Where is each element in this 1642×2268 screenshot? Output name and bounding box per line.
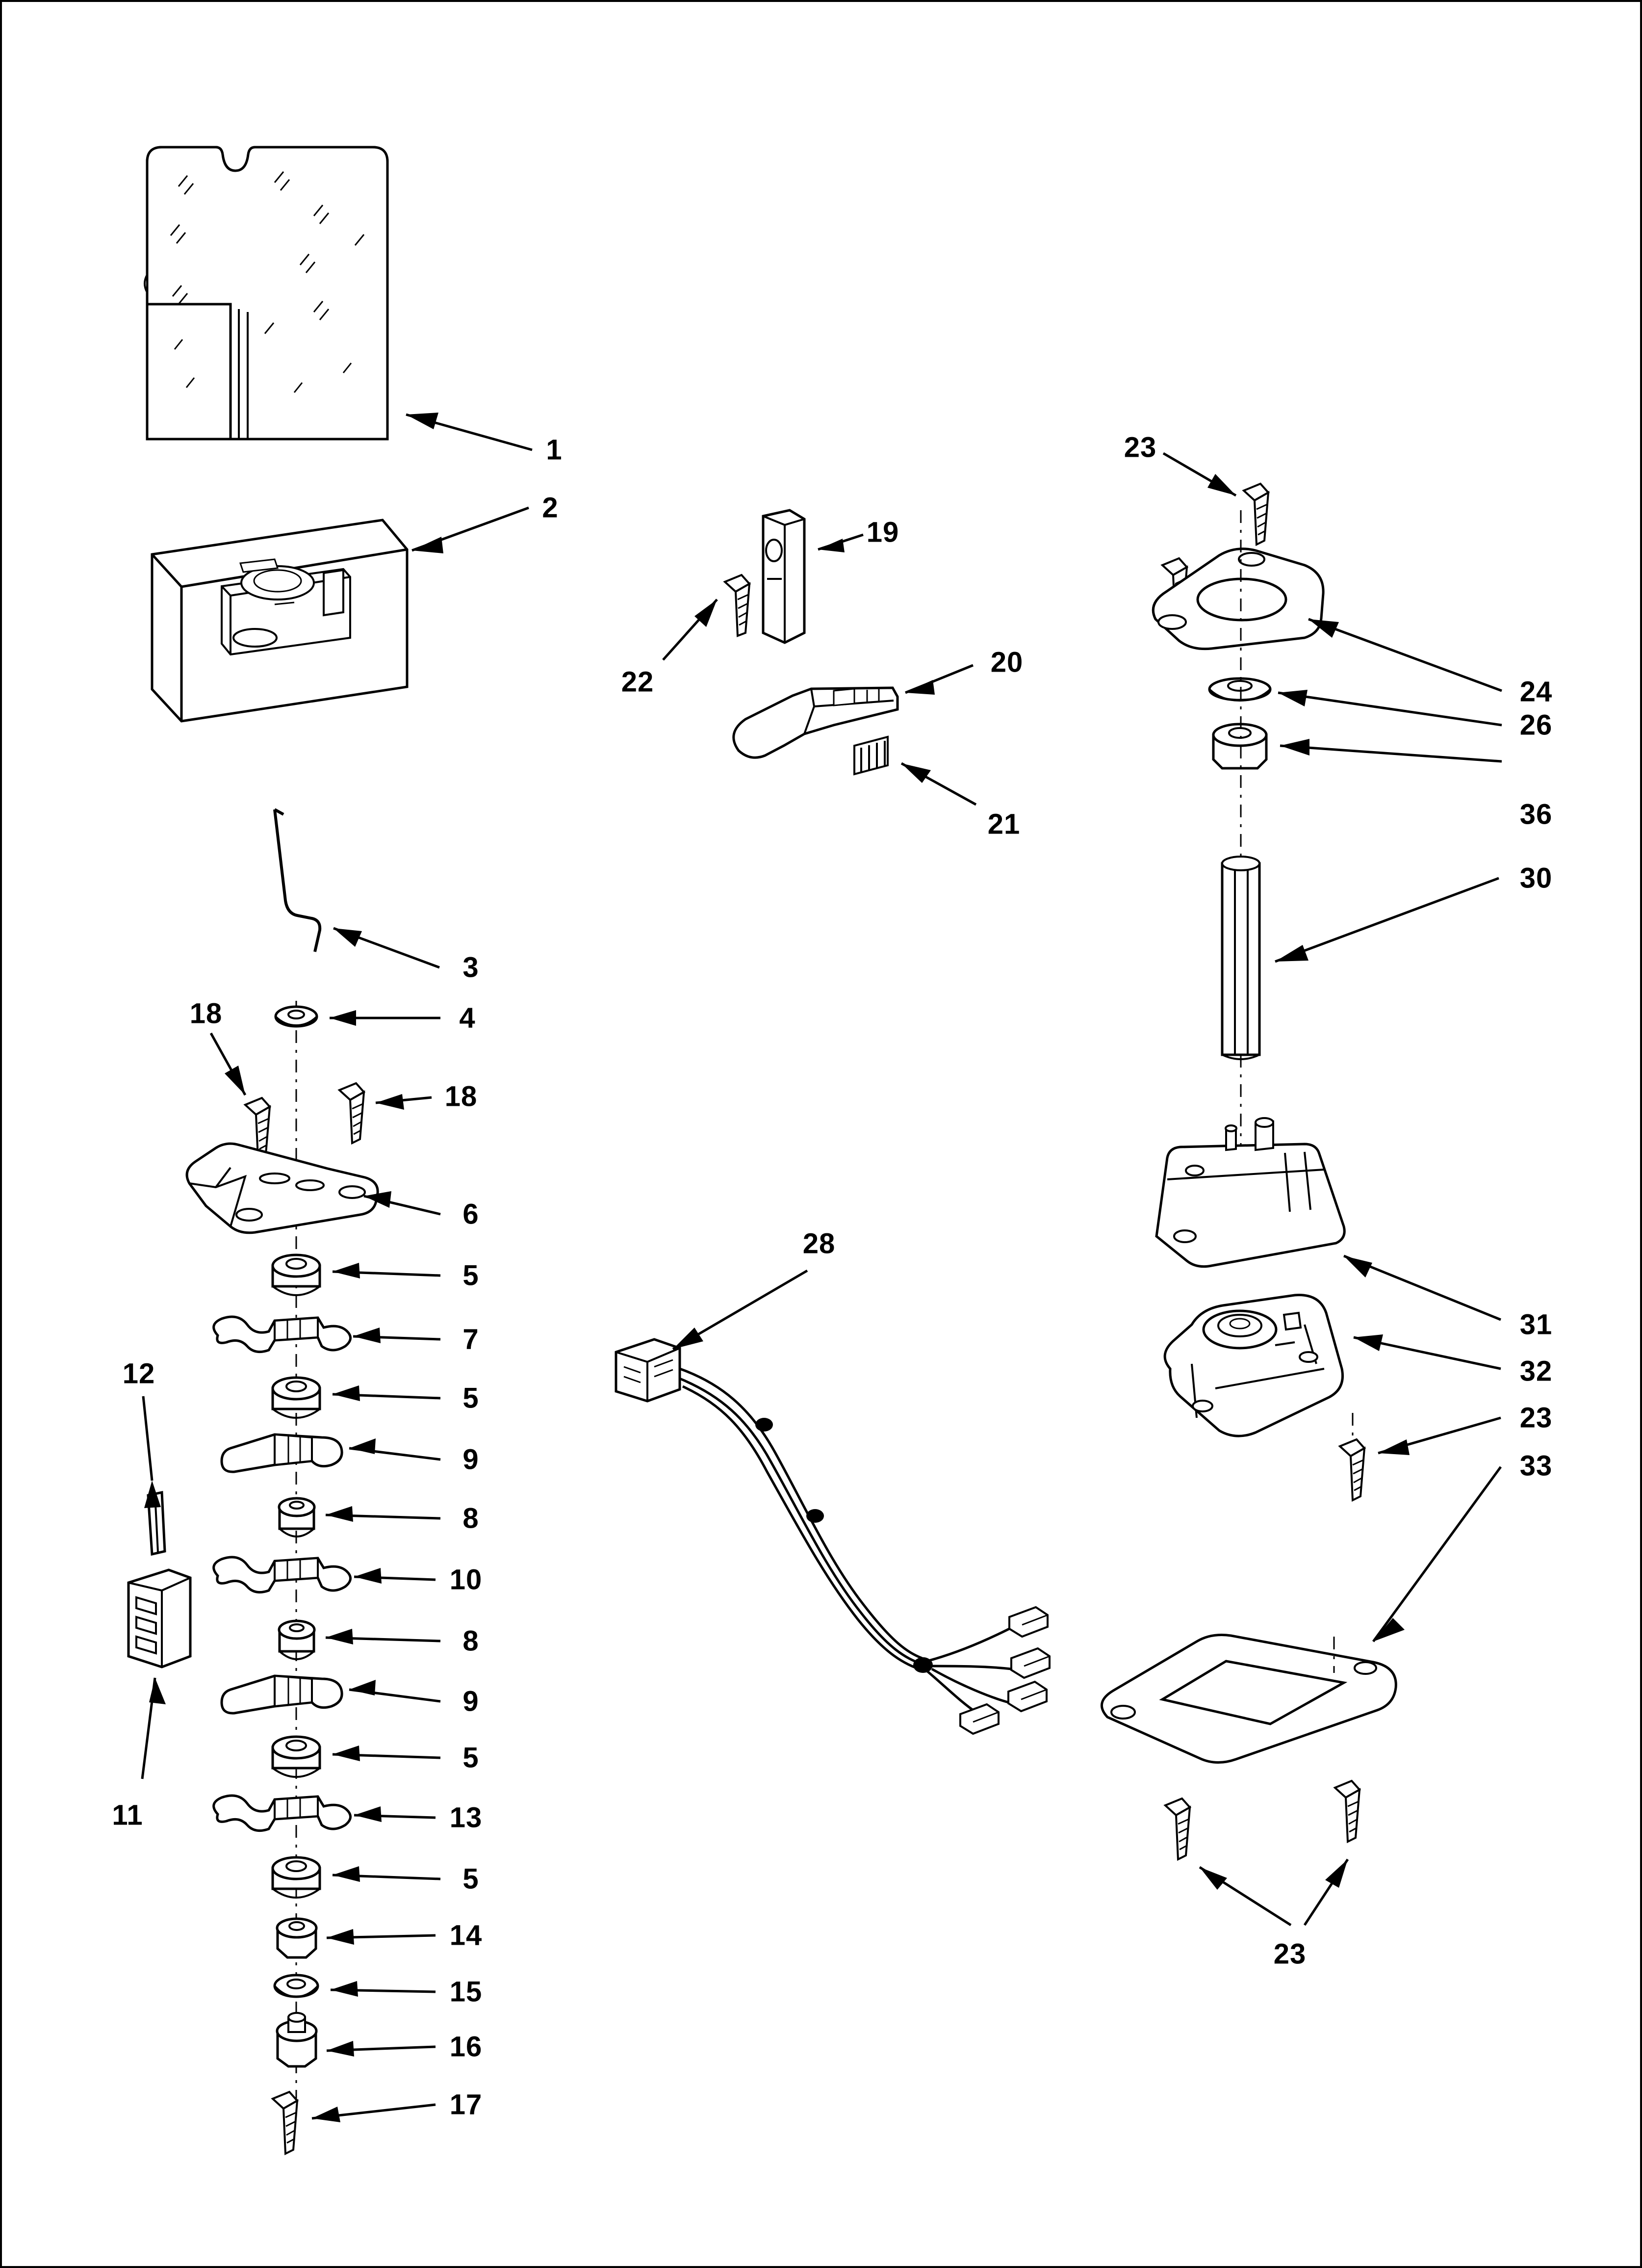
callout-12: 12 — [122, 1357, 155, 1390]
screw-small — [663, 575, 749, 660]
switch-11 — [128, 1570, 190, 1779]
callout-24: 24 — [1519, 676, 1553, 708]
washer-small — [276, 1007, 440, 1026]
bushing — [1213, 724, 1502, 768]
callout-1: 1 — [546, 434, 563, 466]
spring — [854, 737, 976, 805]
callout-23-top: 23 — [1124, 431, 1157, 464]
screw-motor — [1340, 1413, 1501, 1500]
blade-9 — [222, 1434, 440, 1472]
bearing-5 — [273, 1857, 440, 1898]
callout-5-a: 5 — [462, 1259, 479, 1292]
drive-shaft — [1222, 857, 1499, 1059]
washer — [1209, 678, 1502, 725]
blade-9 — [222, 1676, 440, 1713]
callout-23-bottom: 23 — [1273, 1938, 1307, 1970]
callout-5-b: 5 — [462, 1382, 479, 1414]
callout-28: 28 — [802, 1227, 836, 1260]
screw-left — [211, 1033, 270, 1158]
callout-32: 32 — [1519, 1355, 1553, 1387]
nut-14 — [277, 1919, 436, 1957]
callout-2: 2 — [542, 492, 559, 524]
callout-6: 6 — [462, 1198, 479, 1230]
callout-13: 13 — [449, 1801, 483, 1834]
callout-19: 19 — [866, 516, 899, 548]
callout-20: 20 — [990, 646, 1024, 678]
callout-9-b: 9 — [462, 1685, 479, 1718]
wire-rod — [275, 809, 439, 967]
callout-18-left: 18 — [189, 997, 223, 1030]
gasket-plate — [1102, 1467, 1501, 1763]
lever-arm — [734, 665, 973, 757]
bearing-5 — [273, 1255, 440, 1295]
callout-16: 16 — [449, 2031, 483, 2063]
wire-harness — [616, 1271, 1050, 1734]
callout-5-c: 5 — [462, 1742, 479, 1774]
screw-17 — [273, 2092, 436, 2154]
callout-23-motor: 23 — [1519, 1402, 1553, 1434]
callout-4: 4 — [459, 1002, 476, 1034]
callout-22: 22 — [621, 666, 654, 698]
callout-5-d: 5 — [462, 1863, 479, 1895]
screws-bottom — [1165, 1781, 1360, 1925]
auger-blade-10 — [214, 1557, 436, 1592]
callout-9-a: 9 — [462, 1443, 479, 1476]
pin-12 — [143, 1396, 165, 1554]
motor-cover — [1156, 1118, 1501, 1320]
bearing-5 — [273, 1737, 440, 1777]
callout-30: 30 — [1519, 862, 1553, 894]
bearing-5 — [273, 1378, 440, 1418]
ice-container-base-housing — [152, 508, 529, 721]
callout-26: 26 — [1519, 709, 1553, 741]
callout-21: 21 — [987, 808, 1021, 840]
auger-blade-7 — [214, 1317, 440, 1352]
callout-15: 15 — [449, 1976, 483, 2008]
callout-8-a: 8 — [462, 1502, 479, 1535]
spacer-8 — [279, 1621, 440, 1659]
callout-8-b: 8 — [462, 1625, 479, 1657]
callout-3: 3 — [462, 951, 479, 984]
coupler-16 — [277, 2013, 436, 2066]
auger-blade-13 — [214, 1796, 436, 1831]
washer-15 — [275, 1975, 436, 1997]
callout-17: 17 — [449, 2088, 483, 2121]
callout-7: 7 — [462, 1323, 479, 1356]
callout-31: 31 — [1519, 1308, 1553, 1341]
callout-10: 10 — [449, 1564, 483, 1596]
support-bracket — [187, 1144, 440, 1233]
callout-14: 14 — [449, 1919, 483, 1952]
spacer-8 — [279, 1498, 440, 1537]
motor-assembly — [1165, 1295, 1501, 1436]
ice-container-bucket — [145, 147, 532, 450]
callout-18-right: 18 — [444, 1080, 478, 1113]
bracket-clip — [763, 510, 863, 643]
callout-11: 11 — [112, 1799, 143, 1831]
callout-36: 36 — [1519, 798, 1553, 831]
screw-right — [339, 1083, 432, 1143]
mounting-plate — [1153, 549, 1502, 691]
callout-33: 33 — [1519, 1450, 1553, 1482]
